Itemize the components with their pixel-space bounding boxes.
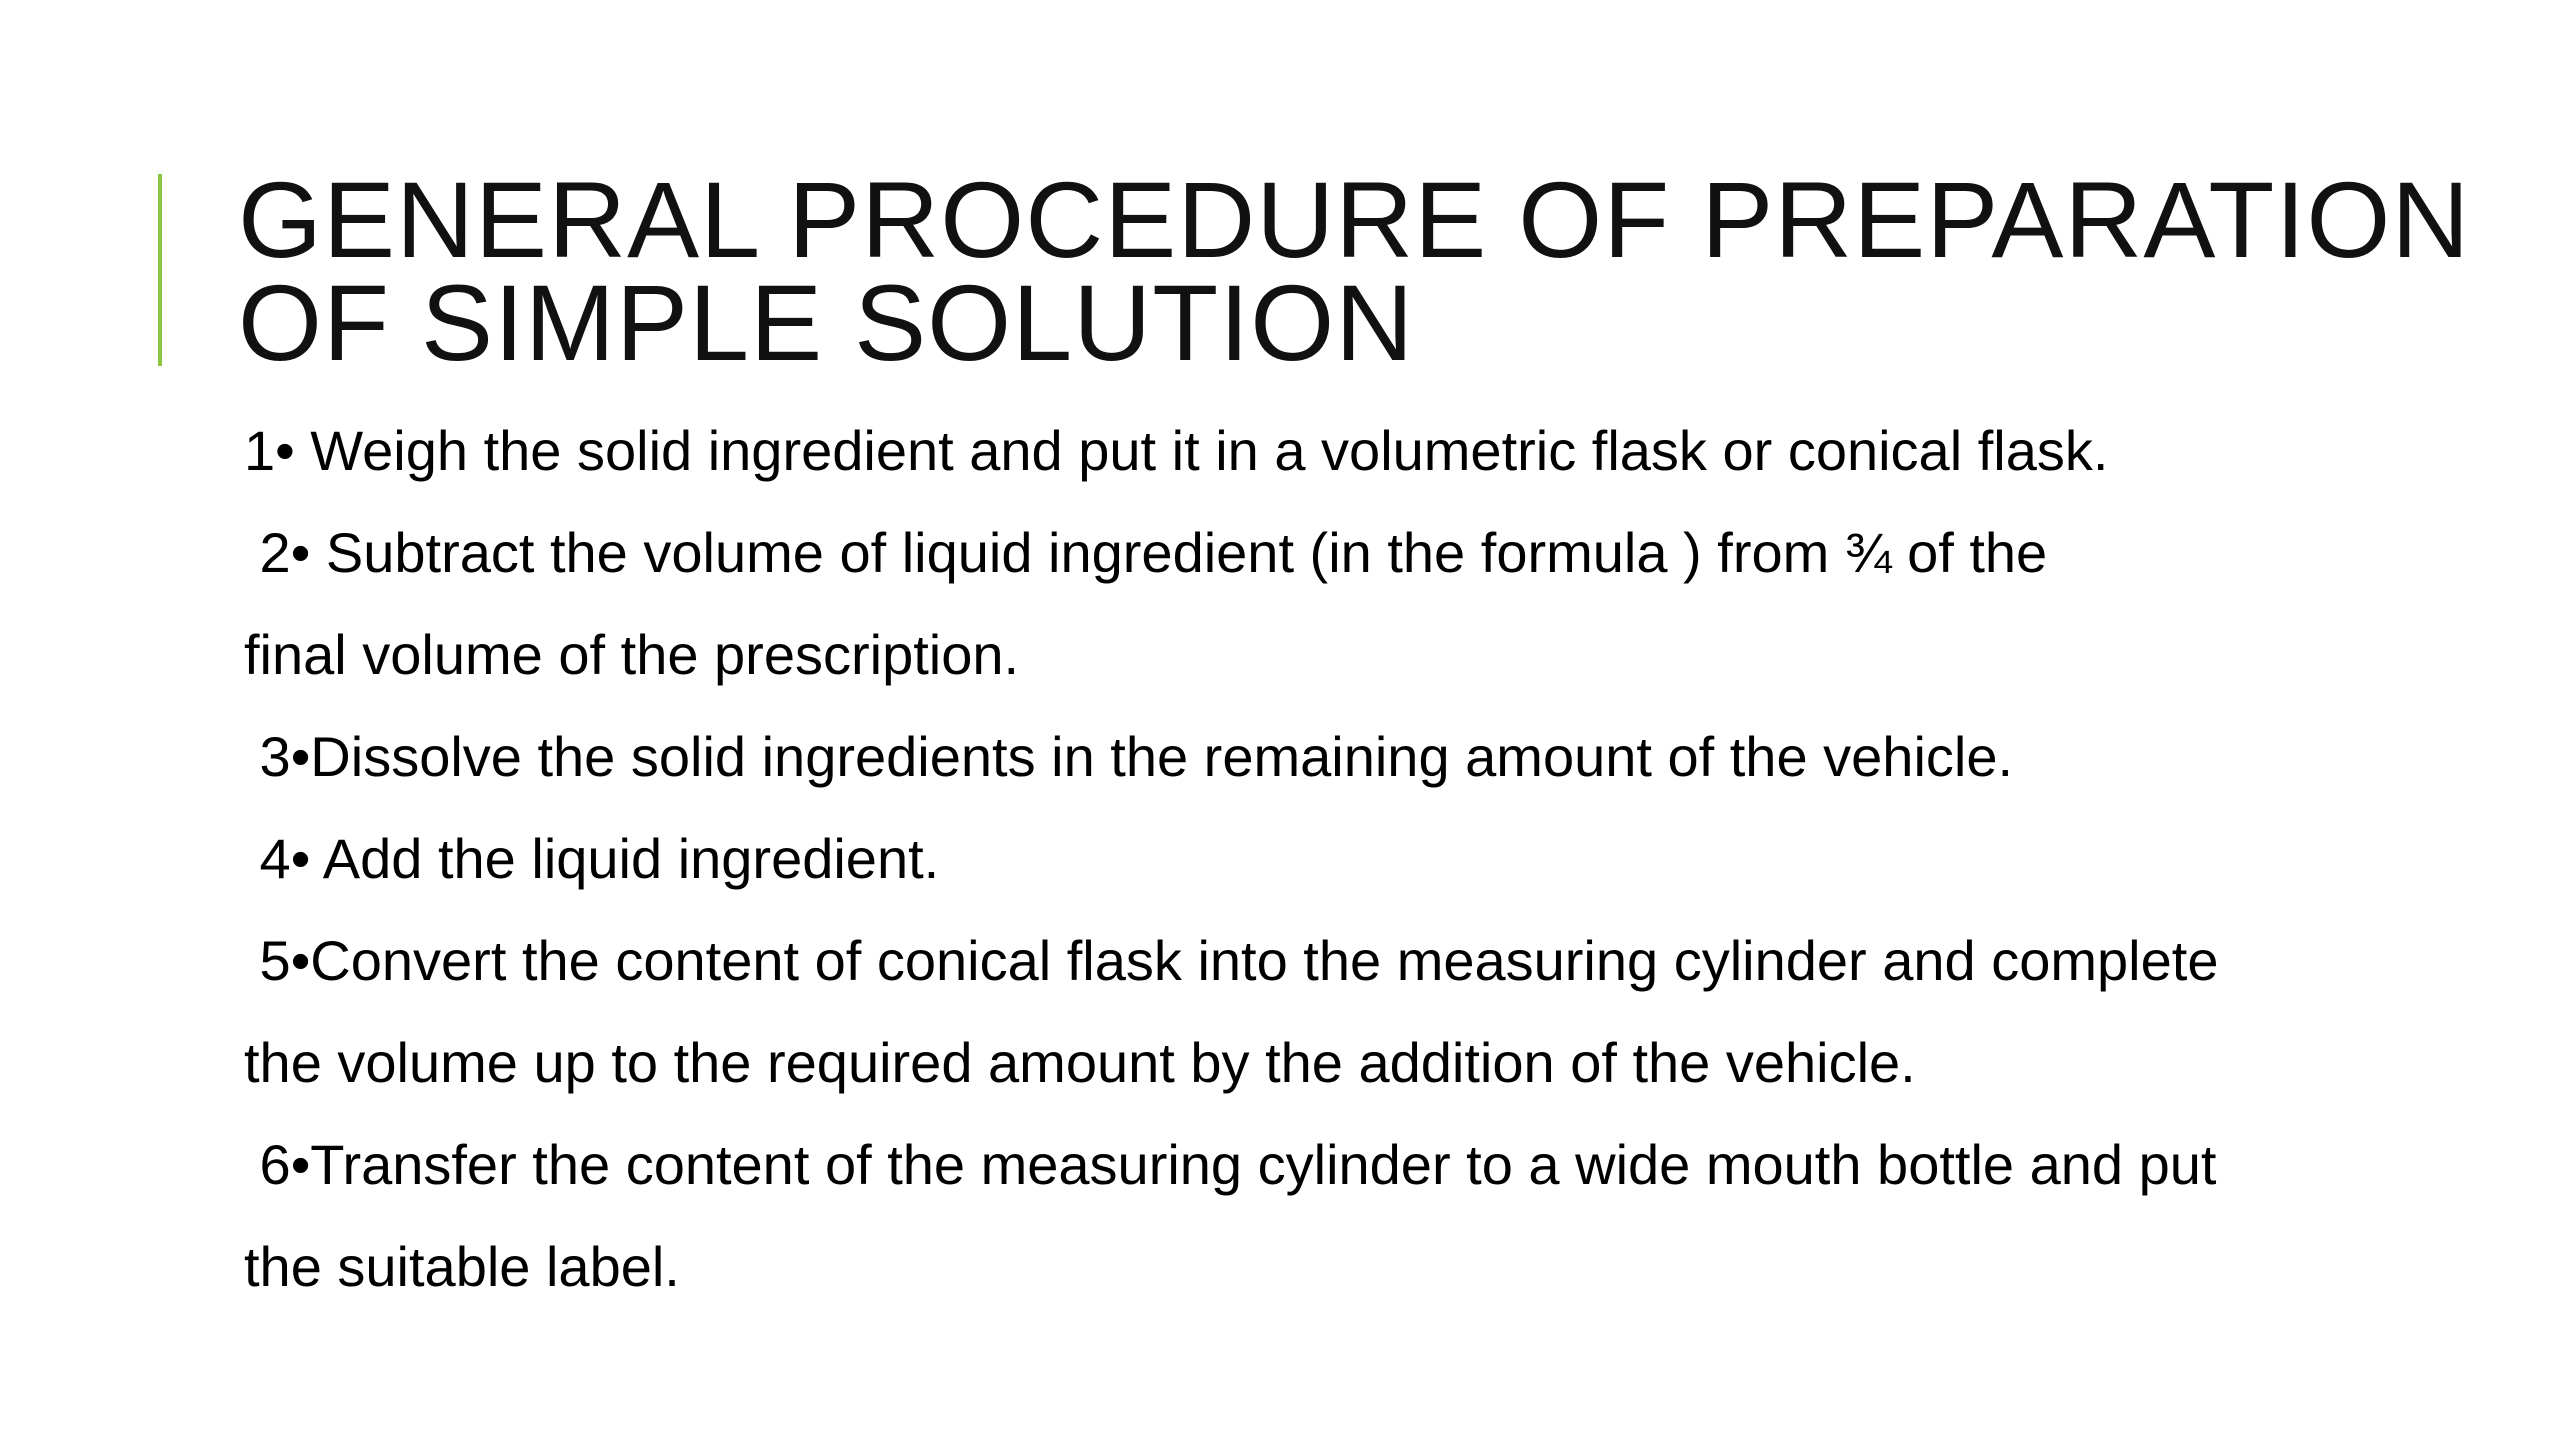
step-3-line: 3•Dissolve the solid ingredients in the remaining amount of the vehicle. bbox=[244, 725, 2014, 788]
slide-body bbox=[244, 416, 2544, 1334]
step-6-line: 6•Transfer the content of the measuring cylinder to a wide mouth bottle and put bbox=[244, 1133, 2217, 1196]
step-1-line: 1• Weigh the solid ingredient and put it in a volumetric flask or conical flask. bbox=[244, 419, 2109, 482]
step-5-continuation: the volume up to the required amount by the addition of the vehicle. bbox=[244, 1031, 1916, 1094]
step-5-line: 5•Convert the content of conical flask into the measuring cylinder and complete bbox=[244, 929, 2219, 992]
slide-title bbox=[238, 159, 2538, 383]
step-4-line: 4• Add the liquid ingredient. bbox=[244, 827, 940, 890]
step-2-continuation: final volume of the prescription. bbox=[244, 623, 1020, 686]
slide-title-line-2: OF SIMPLE SOLUTION bbox=[238, 262, 1415, 383]
title-accent-bar bbox=[158, 174, 162, 366]
step-2-line: 2• Subtract the volume of liquid ingredient (in the formula ) from ¾ of the bbox=[244, 521, 2048, 584]
step-6-continuation: the suitable label. bbox=[244, 1235, 680, 1298]
slide-title-line-1: GENERAL PROCEDURE OF PREPARATION bbox=[238, 159, 2471, 280]
